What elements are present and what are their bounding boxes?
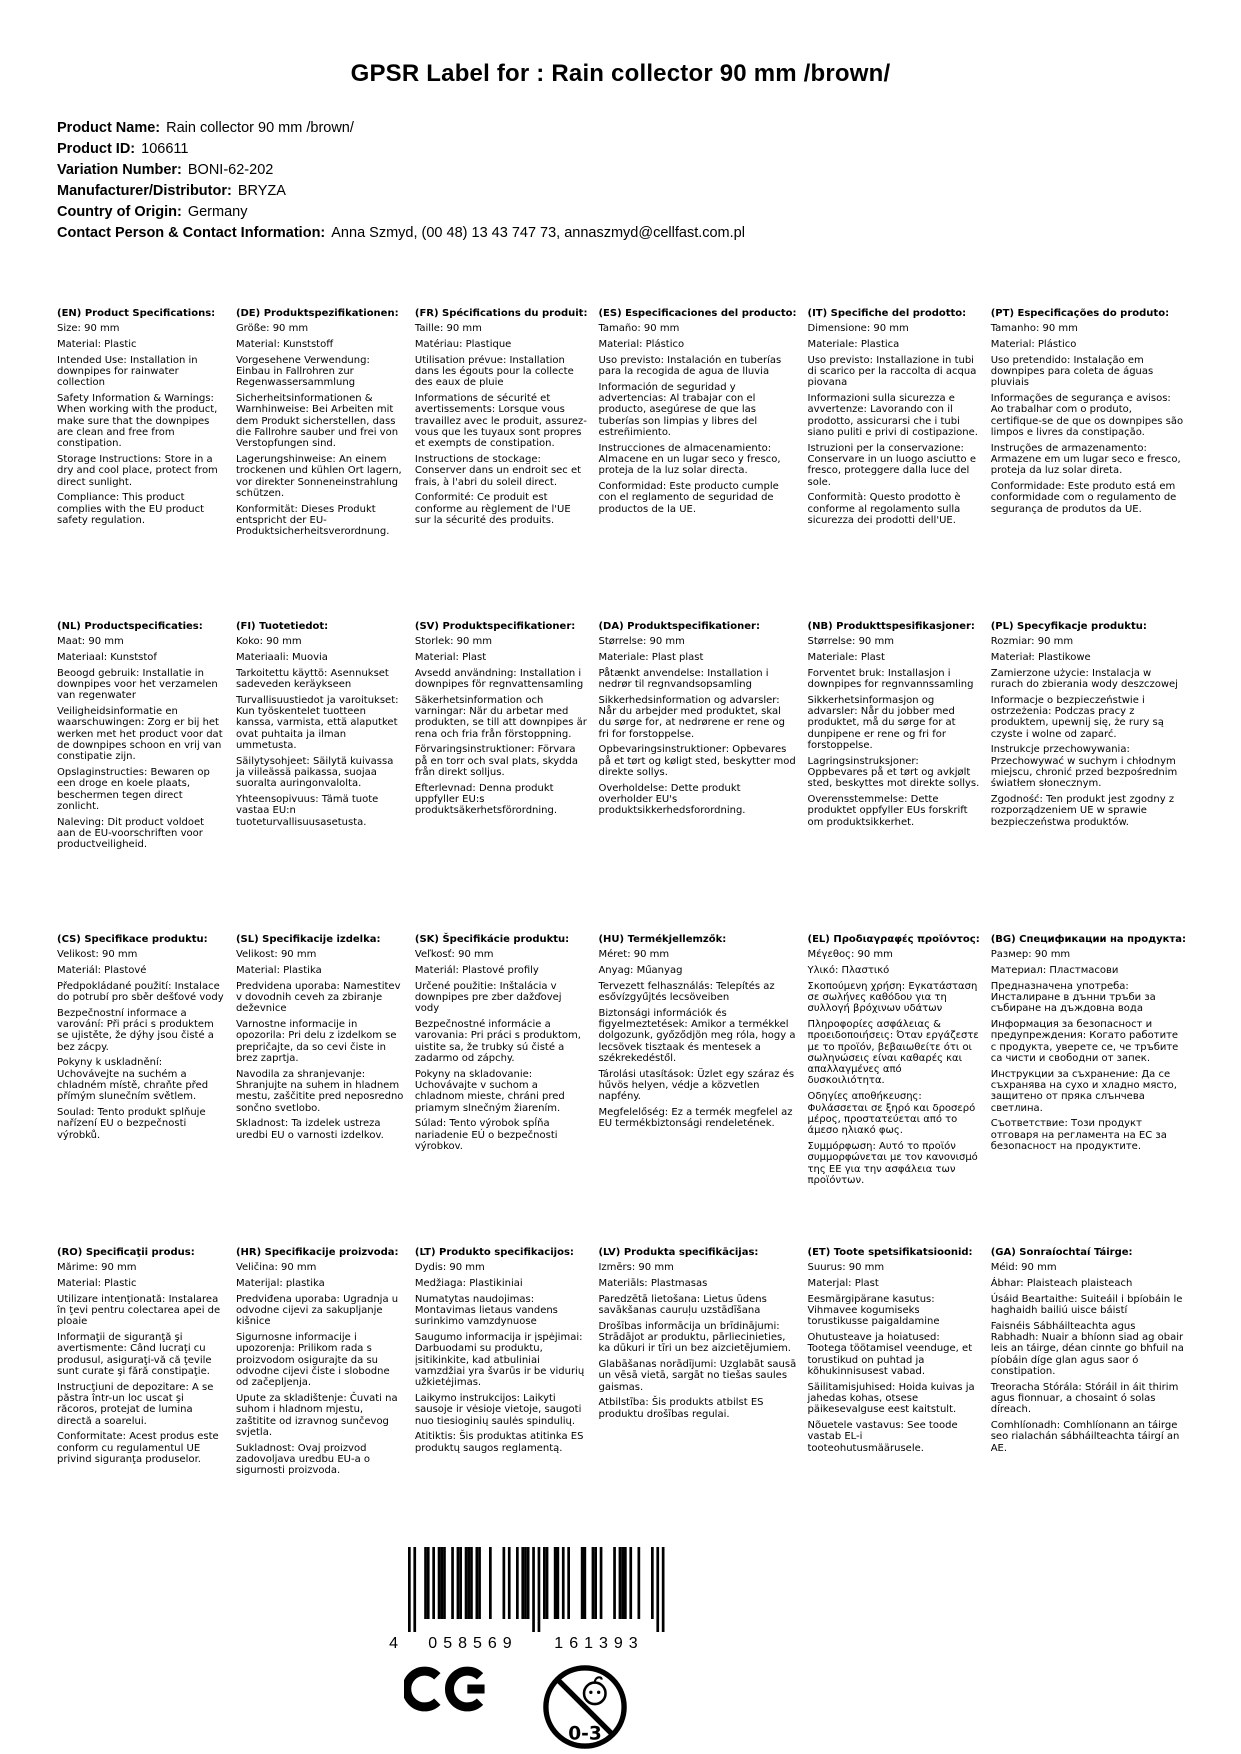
language-block-paragraph: Conformité: Ce produit est conforme au règlement de l'UE sur la sécurité des produits.	[414, 492, 571, 526]
language-block-bg	[991, 934, 1186, 1247]
language-block-paragraph: Größe: 90 mm	[235, 323, 309, 334]
barcode-bar	[516, 1547, 519, 1619]
language-block-paragraph: Påtænkt anvendelse: Installation i nedrør til regnvandsopsamling	[598, 667, 769, 690]
language-block-paragraph: Compliance: This product complies with the EU product safety regulation.	[57, 492, 205, 526]
language-block-paragraph: Pokyny k uskladnění: Uchovávejte na suchém a chladném místě, chraňte před přímým slunečním světlem.	[57, 1057, 209, 1103]
language-block-paragraph: Informazioni sulla sicurezza e avvertenze: Lavorando con il prodotto, assicurarsi che i tubi siano puliti e privi di costipazione.	[807, 392, 978, 438]
language-block-paragraph: Σκοπούμενη χρήση: Εγκατάσταση σε σωλήνες καθόδου για τη συλλογή βρόχινων υδάτων	[807, 980, 978, 1015]
language-block-paragraph: Určené použitie: Inštalácia v downpipes pre zber dažďovej vody	[414, 980, 562, 1015]
product-info-label: Manufacturer/Distributor:	[57, 183, 232, 199]
language-block-en	[57, 308, 225, 621]
barcode-bar	[508, 1547, 511, 1619]
language-block-paragraph: Opslaginstructies: Bewaren op een droge en koele plaats, beschermen tegen direct zonlicht.	[57, 766, 210, 812]
language-block-pl	[991, 621, 1186, 934]
language-block-title: (PT) Especificações do produto:	[990, 308, 1170, 319]
language-block-paragraph: Материал: Пластмасови	[990, 964, 1119, 976]
language-block-paragraph: Atitiktis: Šis produktas atitinka ES produktų saugos reglamentą.	[414, 1431, 584, 1454]
barcode-bar	[503, 1547, 506, 1619]
language-block-paragraph: Lagerungshinweise: An einem trockenen und kühlen Ort lagern, vor direkter Sonneneinstrahlung schützen.	[235, 453, 402, 499]
language-block-paragraph: Avsedd användning: Installation i downpipes för regnvattensamling	[414, 667, 584, 690]
language-block-sl	[236, 934, 404, 1247]
language-block-paragraph: Ohutusteave ja hoiatused: Tootega töötamisel veenduge, et torustikud on puhtad ja kõhukinnisusest vabad.	[807, 1331, 973, 1377]
barcode-bar	[440, 1547, 443, 1619]
language-block-paragraph: Συμμόρφωση: Αυτό το προϊόν συμμορφώνεται με τον κανονισμό της ΕΕ για την ασφάλεια των προϊόντων.	[807, 1140, 978, 1186]
language-block-paragraph: Informaţii de siguranţă şi avertismente: Când lucraţi cu produsul, asiguraţi-vă că ţevile sunt curate şi fără constipaţie.	[57, 1331, 212, 1377]
language-block-paragraph: Intended Use: Installation in downpipes for rainwater collection	[57, 354, 198, 389]
ce-mark-icon	[404, 1664, 488, 1714]
language-block-title: (RO) Specificaţii produs:	[57, 1247, 195, 1258]
language-block-paragraph: Nõuetele vastavus: See toode vastab EL-i tooteohutusmäärusele.	[807, 1420, 958, 1454]
language-block-paragraph: Conformidade: Este produto está em conformidade com o regulamento de segurança de produtos da UE.	[990, 481, 1177, 515]
language-block-paragraph: Instructions de stockage: Conserver dans un endroit sec et frais, à l'abri du soleil direct.	[414, 453, 582, 488]
language-block-cs	[57, 934, 225, 1247]
language-block-paragraph: Biztonsági információk és figyelmeztetések: Amikor a termékkel dolgozunk, győződjön meg róla, hogy a lecsövek tisztaak és mentesek a székrekedéstől.	[598, 1007, 796, 1064]
language-block-paragraph: Skladnost: Ta izdelek ustreza uredbi EU o varnosti izdelkov.	[235, 1118, 384, 1141]
language-block-paragraph: Rozmiar: 90 mm	[990, 636, 1074, 647]
language-block-paragraph: Anyag: Műanyag	[598, 964, 683, 976]
language-block-paragraph: Konformität: Dieses Produkt entspricht der EU-Produktsicherheitsverordnung.	[235, 503, 390, 538]
language-block-paragraph: Dydis: 90 mm	[414, 1262, 485, 1273]
barcode-bar	[562, 1547, 565, 1619]
language-block-paragraph: Conformità: Questo prodotto è conforme al regolamento sulla sicurezza dei prodotti dell'UE.	[807, 492, 961, 526]
language-block-fr	[415, 308, 588, 621]
barcode-digit-system: 4	[389, 1635, 398, 1652]
language-block-paragraph: Upute za skladištenje: Čuvati na suhom i hladnom mjestu, zaštitite od izravnog sunčevog svjetla.	[235, 1392, 398, 1438]
language-block-title: (NB) Produkttspesifikasjoner:	[807, 621, 975, 632]
language-block-paragraph: Materiāls: Plastmasas	[598, 1277, 708, 1289]
language-block-paragraph: Инструкции за съхранение: Да се съхранява на сухо и хладно място, защитено от пряка слънчева светлина.	[990, 1068, 1177, 1114]
language-block-paragraph: Méid: 90 mm	[990, 1262, 1057, 1273]
barcode-bar	[424, 1547, 427, 1619]
barcode-bar	[524, 1547, 527, 1619]
barcode-bar	[621, 1547, 624, 1619]
language-block-title: (ET) Toote spetsifikatsioonid:	[807, 1247, 973, 1258]
barcode-bar	[438, 1547, 441, 1619]
language-block-paragraph: Säkerhetsinformation och varningar: När du arbetar med produkten, se till att downpipes är rena och fria från förstoppning.	[414, 694, 587, 740]
language-block-paragraph: Size: 90 mm	[57, 323, 120, 334]
product-info-row	[57, 118, 1241, 139]
barcode-bar	[413, 1547, 416, 1632]
language-block-paragraph: Sigurnosne informacije i upozorenja: Prilikom rada s proizvodom osigurajte da su odvodne cijevi čiste i slobodne od začepljenja.	[235, 1331, 390, 1389]
barcode-bar	[451, 1547, 454, 1619]
language-block-paragraph: Informações de segurança e avisos: Ao trabalhar com o produto, certifique-se de que os downpipes são limpos e livres da constipação.	[990, 392, 1184, 438]
barcode	[372, 1545, 698, 1657]
language-block-paragraph: Conformidad: Este producto cumple con el reglamento de seguridad de productos de la UE.	[598, 481, 779, 515]
language-block-title: (HR) Specifikacije proizvoda:	[235, 1247, 399, 1258]
language-block-paragraph: Méret: 90 mm	[598, 949, 670, 960]
language-block-title: (NL) Productspecificaties:	[57, 621, 203, 632]
language-block-title: (BG) Спецификации на продукта:	[990, 934, 1186, 945]
language-block-paragraph: Μέγεθος: 90 mm	[807, 949, 893, 960]
barcode-bar	[476, 1547, 479, 1619]
language-block-title: (LT) Produkto specifikacijos:	[414, 1247, 574, 1258]
barcode-bar	[432, 1547, 435, 1619]
barcode-bar	[613, 1547, 616, 1619]
barcode-bar	[619, 1547, 622, 1619]
barcode-bar	[592, 1547, 595, 1619]
language-block-lt	[415, 1247, 588, 1560]
language-block-paragraph: Izmērs: 90 mm	[598, 1262, 674, 1273]
product-info-value: BRYZA	[237, 183, 286, 199]
language-block-paragraph: Suurus: 90 mm	[807, 1262, 885, 1273]
language-block-paragraph: Sikkerhedsinformation og advarsler: Når du arbejder med produktet, skal du sørge for, at nedrørene er rene og fri for forstoppelse.	[598, 694, 786, 740]
language-block-paragraph: Navodila za shranjevanje: Shranjujte na suhem in hladnem mestu, zaščitite pred neposredno sončno svetlobo.	[235, 1068, 404, 1114]
language-block-title: (PL) Specyfikacje produktu:	[990, 621, 1147, 632]
language-block-paragraph: Tervezett felhasználás: Telepítés az esővízgyűjtés lecsöveiben	[598, 980, 775, 1003]
language-block-paragraph: Material: Kunststoff	[235, 338, 334, 350]
language-block-paragraph: Utilizare intenţionată: Instalarea în ţevi pentru colectarea apei de ploaie	[57, 1293, 221, 1328]
language-block-title: (FI) Tuotetiedot:	[235, 621, 329, 632]
barcode-bars	[408, 1547, 665, 1632]
language-block-paragraph: Forventet bruk: Installasjon i downpipes for regnvannssamling	[807, 667, 974, 690]
language-block-paragraph: Beoogd gebruik: Installatie in downpipes voor het verzamelen van regenwater	[57, 667, 218, 702]
language-block-paragraph: Tamaño: 90 mm	[598, 323, 680, 334]
language-block-paragraph: Размер: 90 mm	[990, 949, 1071, 960]
product-info-label: Product Name:	[57, 120, 161, 136]
age-warning-icon	[542, 1664, 628, 1750]
barcode-group-left: 058569	[428, 1635, 518, 1652]
language-block-paragraph: Material: Plástico	[598, 338, 685, 350]
language-block-paragraph: Material: Plástico	[990, 338, 1077, 350]
language-block-paragraph: Matériau: Plastique	[414, 338, 512, 350]
language-block-paragraph: Atbilstība: Šis produkts atbilst ES produktu drošības regulai.	[598, 1397, 764, 1420]
language-block-paragraph: Información de seguridad y advertencias: Al trabajar con el producto, asegúrese de que las tuberías son limpias y libres del estreñimiento.	[598, 381, 758, 438]
language-block-paragraph: Instruções de armazenamento: Armazene em um lugar seco e fresco, proteja da luz solar direta.	[990, 442, 1181, 477]
language-block-paragraph: Utilisation prévue: Installation dans les égouts pour la collecte des eaux de pluie	[414, 354, 574, 389]
barcode-bar	[594, 1547, 597, 1619]
language-block-title: (EN) Product Specifications:	[57, 308, 216, 319]
language-block-paragraph: Lagringsinstruksjoner: Oppbevares på et tørt og avkjølt sted, beskyttes mot direkte sollys.	[807, 755, 980, 790]
language-block-paragraph: Størrelse: 90 mm	[807, 636, 894, 647]
language-block-paragraph: Bezpečnostní informace a varování: Při práci s produktem se ujistěte, že dýhy jsou čisté a bez zácpy.	[57, 1007, 214, 1053]
language-block-paragraph: Säilytysohjeet: Säilytä kuivassa ja viileässä paikassa, suojaa suoralta auringonvalolta.	[235, 755, 394, 790]
language-block-paragraph: Materijal: plastika	[235, 1277, 325, 1289]
language-block-title: (DA) Produktspecifikationer:	[598, 621, 760, 632]
language-block-paragraph: Dimensione: 90 mm	[807, 323, 909, 334]
language-block-paragraph: Velikost: 90 mm	[57, 949, 138, 960]
language-block-paragraph: Úsáid Beartaithe: Suiteáil i bpíobáin le haghaidh bailiú uisce báistí	[990, 1293, 1183, 1316]
language-block-paragraph: Tamanho: 90 mm	[990, 323, 1078, 334]
language-block-paragraph: Material: Plast	[414, 651, 487, 663]
language-block-title: (SK) Špecifikácie produktu:	[414, 934, 570, 945]
language-block-paragraph: Sukladnost: Ovaj proizvod zadovoljava uredbu EU-a o sigurnosti proizvoda.	[235, 1442, 370, 1477]
product-info-value: Anna Szmyd, (00 48) 13 43 747 73, annaszmyd@cellfast.com.pl	[331, 225, 745, 241]
language-block-paragraph: Koko: 90 mm	[235, 636, 302, 647]
language-block-paragraph: Medžiaga: Plastikiniai	[414, 1277, 523, 1289]
language-block-paragraph: Laikymo instrukcijos: Laikyti sausoje ir vėsioje vietoje, saugoti nuo tiesioginių saulės spindulių.	[414, 1392, 582, 1427]
language-block-ga	[991, 1247, 1186, 1560]
compliance-marks	[404, 1664, 628, 1750]
product-info-row	[57, 160, 1241, 181]
language-block-paragraph: Numatytas naudojimas: Montavimas lietaus vandens surinkimo vamzdynuose	[414, 1293, 558, 1328]
product-info-value: Germany	[187, 204, 248, 220]
language-block-title: (SV) Produktspecifikationer:	[414, 621, 576, 632]
language-block-paragraph: Bezpečnostné informácie a varovania: Pri práci s produktom, uistite sa, že trubky sú čisté a zadarmo od zápchy.	[414, 1018, 581, 1064]
language-block-paragraph: Съответствие: Този продукт отговаря на регламента на ЕС за безопасност на продуктите.	[990, 1118, 1167, 1152]
barcode-bar	[538, 1547, 541, 1632]
language-block-paragraph: Instrukcje przechowywania: Przechowywać w suchym i chłodnym miejscu, chronić przed bezpośrednim światłem słonecznym.	[990, 744, 1178, 790]
product-info-value: 106611	[141, 141, 189, 157]
language-block-paragraph: Glabāšanas norādījumi: Uzglabāt sausā un vēsā vietā, sargāt no tiešas saules gaismas.	[598, 1359, 797, 1393]
language-block-paragraph: Instrucciones de almacenamiento: Almacene en un lugar seco y fresco, proteja de la luz solar directa.	[598, 442, 781, 477]
language-block-paragraph: Veľkosť: 90 mm	[414, 949, 494, 960]
product-info-label: Country of Origin:	[57, 204, 182, 220]
barcode-bar	[638, 1547, 641, 1619]
language-block-paragraph: Materiaali: Muovia	[235, 651, 328, 663]
language-block-nb	[808, 621, 980, 934]
baby-face-curl	[595, 1677, 602, 1682]
page-title: GPSR Label for : Rain collector 90 mm /brown/	[350, 60, 891, 87]
barcode-bar	[651, 1547, 654, 1619]
language-block-paragraph: Treoracha Stórála: Stóráil in áit thirim agus fionnuar, a chosaint ó solas díreach.	[990, 1381, 1179, 1416]
language-block-paragraph: Naleving: Dit product voldoet aan de EU-voorschriften voor productveiligheid.	[57, 816, 205, 851]
language-block-paragraph: Paredzētā lietošana: Lietus ūdens savākšanas cauruļu uzstādīšana	[598, 1293, 767, 1316]
language-block-title: (SL) Specifikacije izdelka:	[235, 934, 381, 945]
language-block-sv	[415, 621, 588, 934]
barcode-bar	[443, 1547, 446, 1619]
language-block-da	[598, 621, 796, 934]
product-info-label: Product ID:	[57, 141, 136, 157]
product-info-row	[57, 202, 1241, 223]
language-block-title: (HU) Termékjellemzők:	[598, 934, 727, 945]
language-block-it	[808, 308, 980, 621]
language-block-paragraph: Materiál: Plastové profily	[414, 964, 539, 976]
language-block-paragraph: Opbevaringsinstruktioner: Opbevares på et tørt og køligt sted, beskytter mod direkte sollys.	[598, 744, 796, 778]
age-warning-label: 0-3	[568, 1723, 602, 1745]
language-block-paragraph: Materiál: Plastové	[57, 964, 147, 976]
baby-face-eye-right	[597, 1691, 600, 1694]
language-block-paragraph: Υλικό: Πλαστικό	[807, 964, 890, 976]
language-block-paragraph: Sikkerhetsinformasjon og advarsler: Når du jobber med produktet, må du sørge for at dunpipene er rene og fri for forstoppelse.	[807, 694, 956, 751]
barcode-bar	[567, 1547, 570, 1619]
language-block-el	[808, 934, 980, 1247]
barcode-bar	[527, 1547, 530, 1619]
language-block-paragraph: Sicherheitsinformationen & Warnhinweise: Bei Arbeiten mit dem Produkt sicherstellen, dass die Fallrohre sauber und frei von Verstopfungen sind.	[235, 392, 399, 450]
language-block-title: (CS) Specifikace produktu:	[57, 934, 208, 945]
baby-face-head	[584, 1683, 606, 1705]
barcode-bar	[656, 1547, 659, 1632]
language-block-es	[598, 308, 796, 621]
language-block-paragraph: Vorgesehene Verwendung: Einbau in Fallrohren zur Regenwassersammlung	[235, 354, 370, 389]
language-block-paragraph: Comhlíonadh: Comhlíonann an táirge seo rialachán sábháilteachta táirgí an AE.	[990, 1420, 1180, 1454]
language-block-paragraph: Zgodność: Ten produkt jest zgodny z rozporządzeniem UE w sprawie bezpieczeństwa produktów.	[990, 794, 1175, 828]
language-block-paragraph: Информация за безопасност и предупреждения: Когато работите с продукта, уверете се, че тръбите са чисти и свободни от запек.	[990, 1018, 1179, 1064]
language-block-paragraph: Materiaal: Kunststof	[57, 651, 157, 663]
language-block-title: (LV) Produkta specifikācijas:	[598, 1247, 759, 1258]
ce-letter-c	[407, 1671, 438, 1707]
barcode-bar	[557, 1547, 560, 1619]
barcode-bar	[662, 1547, 665, 1632]
product-info-row	[57, 139, 1241, 160]
language-block-paragraph: Säilitamisjuhised: Hoida kuivas ja jahedas kohas, otsese päikesevalguse eest kaitstult.	[807, 1381, 975, 1416]
language-block-title: (FR) Spécifications du produit:	[414, 308, 588, 319]
language-block-paragraph: Uso previsto: Instalación en tuberías para la recogida de agua de lluvia	[598, 354, 782, 377]
barcode-bar	[629, 1547, 632, 1619]
barcode-bar	[467, 1547, 470, 1619]
language-block-paragraph: Conformitate: Acest produs este conform cu regulamentul UE privind siguranţa produselor.	[57, 1431, 219, 1465]
language-block-paragraph: Størrelse: 90 mm	[598, 636, 685, 647]
language-block-paragraph: Informacje o bezpieczeństwie i ostrzeżenia: Podczas pracy z produktem, upewnij się, że rury są czyste i wolne od zaparć.	[990, 694, 1164, 740]
barcode-bar	[465, 1547, 468, 1619]
language-block-paragraph: Uso previsto: Installazione in tubi di scarico per la raccolta di acqua piovana	[807, 354, 977, 389]
language-block-paragraph: Πληροφορίες ασφάλειας & προειδοποιήσεις: Όταν εργάζεστε με το προϊόν, βεβαιωθείτε ότι οι σωληνώσεις είναι καθαρές και απαλλαγμένες από δυσκοιλιότητα.	[807, 1018, 979, 1087]
language-block-title: (EL) Προδιαγραφές προϊόντος:	[807, 934, 980, 945]
product-info-row	[57, 181, 1241, 202]
barcode-bar	[546, 1547, 549, 1619]
language-block-paragraph: Maat: 90 mm	[57, 636, 124, 647]
language-block-et	[808, 1247, 980, 1560]
language-block-paragraph: Materiale: Plast plast	[598, 651, 704, 663]
barcode-bar	[581, 1547, 584, 1619]
barcode-svg	[372, 1545, 698, 1657]
language-block-paragraph: Materjal: Plast	[807, 1277, 879, 1289]
language-block-paragraph: Mărime: 90 mm	[57, 1262, 137, 1273]
language-block-paragraph: Předpokládané použití: Instalace do potrubí pro sběr dešťové vody	[57, 980, 224, 1003]
barcode-bar	[470, 1547, 473, 1619]
language-block-title: (ES) Especificaciones del producto:	[598, 308, 797, 319]
language-block-title: (IT) Specifiche del prodotto:	[807, 308, 967, 319]
language-block-paragraph: Faisnéis Sábháilteachta agus Rabhadh: Nuair a bhíonn siad ag obair leis an táirge, déan cinnte go bhfuil na píobáin díge glan agus saor ó constipation.	[990, 1320, 1184, 1377]
language-block-paragraph: Eesmärgipärane kasutus: Vihmavee kogumiseks torustikusse paigaldamine	[807, 1293, 940, 1328]
language-block-sk	[415, 934, 588, 1247]
language-block-nl	[57, 621, 225, 934]
language-block-title: (DE) Produktspezifikationen:	[235, 308, 399, 319]
barcode-bar	[624, 1547, 627, 1619]
language-block-paragraph: Storlek: 90 mm	[414, 636, 493, 647]
language-block-paragraph: Saugumo informacija ir įspėjimai: Darbuodami su produktu, įsitikinkite, kad atbuliniai vamzdžiai yra švarūs ir be vidurių užkietėjimas.	[414, 1331, 585, 1389]
language-block-paragraph: Material: Plastic	[57, 1277, 137, 1289]
language-block-paragraph: Predviđena uporaba: Ugradnja u odvodne cijevi za sakupljanje kišnice	[235, 1293, 399, 1328]
barcode-bar	[489, 1547, 492, 1619]
language-block-paragraph: Safety Information & Warnings: When working with the product, make sure that the downpipes are clean and free from constipation.	[57, 392, 218, 450]
barcode-bar	[543, 1547, 546, 1619]
language-block-paragraph: Förvaringsinstruktioner: Förvara på en torr och sval plats, skydda från direkt solljus.	[414, 744, 578, 778]
language-block-paragraph: Informations de sécurité et avertissements: Lorsque vous travaillez avec le produit, assurez-vous que les tuyaux sont propres et exempts de constipation.	[414, 392, 587, 450]
product-info-row	[57, 223, 1241, 244]
barcode-bar	[532, 1547, 535, 1632]
barcode-bar	[478, 1547, 481, 1619]
language-block-title: (GA) Sonraíochtaí Táirge:	[990, 1247, 1133, 1258]
product-info	[57, 118, 1241, 244]
language-block-paragraph: Veličina: 90 mm	[235, 1262, 317, 1273]
language-block-hr	[236, 1247, 404, 1560]
language-block-paragraph: Materiale: Plast	[807, 651, 885, 663]
language-block-paragraph: Uso pretendido: Instalação em downpipes para coleta de águas pluviais	[990, 354, 1154, 389]
language-block-paragraph: Veiligheidsinformatie en waarschuwingen: Zorg er bij het werken met het product voor dat de downpipes schoon en vrij van constipatie zijn.	[57, 705, 223, 763]
language-block-paragraph: Pokyny na skladovanie: Uchovávajte v suchom a chladnom mieste, chráni pred priamym slnečným žiarením.	[414, 1068, 565, 1114]
language-block-paragraph: Overensstemmelse: Dette produktet oppfyller EUs forskrift om produktsikkerhet.	[807, 794, 968, 828]
language-block-paragraph: Drošības informācija un brīdinājumi: Strādājot ar produktu, pārliecinieties, ka dūkuri ir tīri un bez aizcietējumiem.	[598, 1320, 791, 1355]
barcode-bar	[600, 1547, 603, 1619]
language-block-paragraph: Istruzioni per la conservazione: Conservare in un luogo asciutto e fresco, proteggere dalla luce del sole.	[807, 442, 976, 488]
language-block-paragraph: Storage Instructions: Store in a dry and cool place, protect from direct sunlight.	[57, 453, 218, 488]
language-block-paragraph: Tarkoitettu käyttö: Asennukset sadeveden keräykseen	[235, 667, 389, 690]
language-block-paragraph: Predvidena uporaba: Namestitev v dovodnih ceveh za zbiranje deževnice	[235, 980, 401, 1015]
barcode-bar	[584, 1547, 587, 1619]
language-block-paragraph: Turvallisuustiedot ja varoitukset: Kun työskentelet tuotteen kanssa, varmista, että alaputket ovat puhtaita ja ilman ummetusta.	[235, 694, 399, 751]
language-block-lv	[598, 1247, 796, 1560]
language-block-hu	[598, 934, 796, 1247]
language-block-paragraph: Megfelelőség: Ez a termék megfelel az EU termékbiztonsági rendeletének.	[598, 1107, 793, 1130]
barcode-bar	[521, 1547, 524, 1619]
barcode-bar	[427, 1547, 430, 1619]
product-info-label: Contact Person & Contact Information:	[57, 225, 326, 241]
language-block-paragraph: Yhteensopivuus: Tämä tuote vastaa EU:n tuoteturvallisuusasetusta.	[235, 794, 379, 828]
language-block-paragraph: Zamierzone użycie: Instalacja w rurach do zbierania wody deszczowej	[990, 667, 1178, 690]
language-block-fi	[236, 621, 404, 934]
language-block-paragraph: Instrucţiuni de depozitare: A se păstra într-un loc uscat şi răcoros, protejat de lumina directă a soarelui.	[57, 1381, 214, 1427]
language-block-paragraph: Overholdelse: Dette produkt overholder EU's produktsikkerhedsforordning.	[598, 782, 746, 817]
language-block-paragraph: Velikost: 90 mm	[235, 949, 317, 960]
language-block-de	[236, 308, 404, 621]
baby-face-eye-left	[589, 1691, 592, 1694]
product-info-value: BONI-62-202	[187, 162, 274, 178]
language-block-paragraph: Ábhar: Plaisteach plaisteach	[990, 1277, 1133, 1289]
language-block-paragraph: Efterlevnad: Denna produkt uppfyller EU:s produktsäkerhetsförordning.	[414, 782, 558, 817]
language-block-paragraph: Material: Plastic	[57, 338, 137, 350]
barcode-bar	[457, 1547, 460, 1619]
language-block-paragraph: Tárolási utasítások: Üzlet egy száraz és hűvös helyen, védje a közvetlen napfény.	[598, 1068, 795, 1103]
barcode-bar	[408, 1547, 411, 1632]
language-block-paragraph: Предназначена употреба: Инсталиране в дънни тръби за събиране на дъждовна вода	[990, 980, 1156, 1015]
language-block-paragraph: Materiale: Plastica	[807, 338, 900, 350]
language-block-paragraph: Varnostne informacije in opozorila: Pri delu z izdelkom se prepričajte, da so cevi čiste in brez zaprtja.	[235, 1018, 397, 1064]
language-block-paragraph: Soulad: Tento produkt splňuje nařízení EU o bezpečnosti výrobků.	[57, 1107, 206, 1141]
barcode-bar	[554, 1547, 557, 1619]
language-block-paragraph: Súlad: Tento výrobok spĺňa nariadenie EÚ o bezpečnosti výrobkov.	[414, 1118, 558, 1152]
language-block-paragraph: Materiał: Plastikowe	[990, 651, 1091, 663]
product-info-value: Rain collector 90 mm /brown/	[166, 120, 354, 136]
language-block-pt	[991, 308, 1186, 621]
product-info-label: Variation Number:	[57, 162, 182, 178]
language-grid	[57, 308, 1186, 1560]
language-block-paragraph: Material: Plastika	[235, 964, 322, 976]
language-block-paragraph: Οδηγίες αποθήκευσης: Φυλάσσεται σε ξηρό και δροσερό μέρος, προστατεύεται από το άμεσο ηλιακό φως.	[807, 1091, 976, 1137]
language-block-ro	[57, 1247, 225, 1560]
language-block-paragraph: Taille: 90 mm	[414, 323, 482, 334]
barcode-bar	[459, 1547, 462, 1619]
barcode-group-right: 161393	[554, 1635, 644, 1652]
